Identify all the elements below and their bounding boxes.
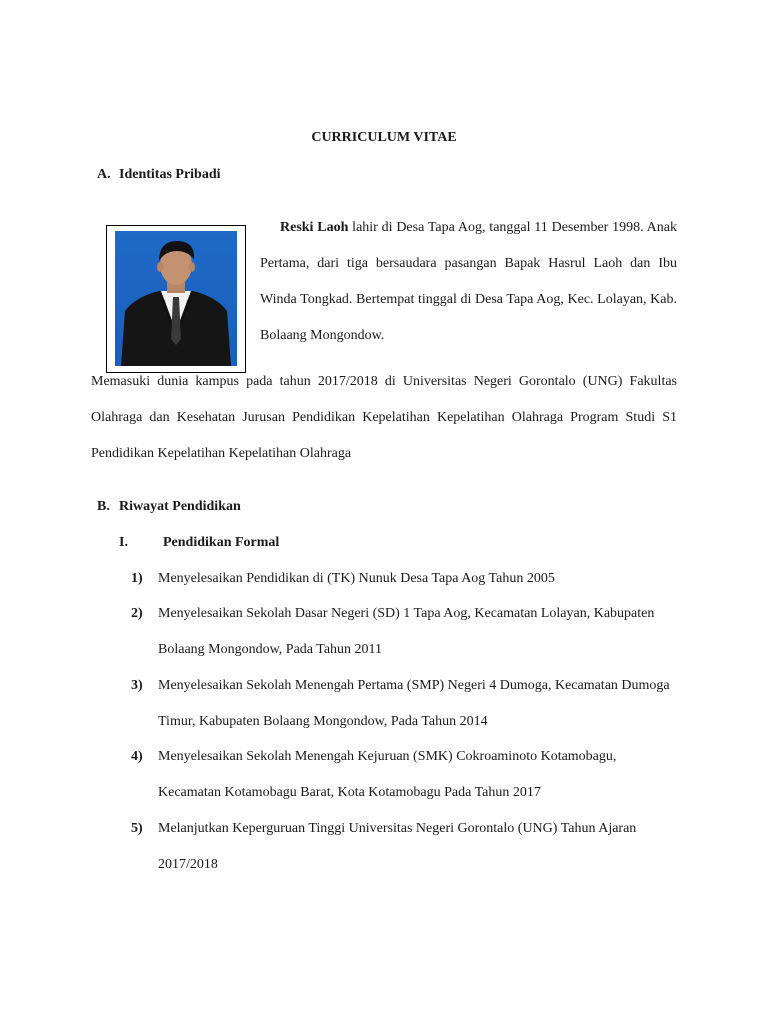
section-b-title: Riwayat Pendidikan — [119, 499, 241, 514]
list-item-text: Menyelesaikan Pendidikan di (TK) Nunuk Desa Tapa Aog Tahun 2005 — [158, 571, 555, 586]
intro-paragraph — [260, 210, 677, 354]
education-item-4 — [131, 739, 677, 811]
profile-photo-frame — [106, 225, 246, 373]
subsection-marker: I. — [119, 535, 128, 550]
list-number: 4) — [131, 749, 143, 764]
intro-text: lahir di Desa Tapa Aog, tanggal 11 Desember 1998. Anak Pertama, dari tiga bersaudara pasangan Bapak Hasrul Laoh dan Ibu Winda Tongkad. Bertempat tinggal di Desa Tapa Aog, Kec. Lolayan, Kab. Bolaang Mongondow. — [260, 220, 677, 343]
document-title: CURRICULUM VITAE — [311, 130, 457, 145]
list-item-text: Menyelesaikan Sekolah Menengah Pertama (SMP) Negeri 4 Dumoga, Kecamatan Dumoga Timur, Kabupaten Bolaang Mongondow, Pada Tahun 2014 — [158, 678, 670, 729]
list-number: 3) — [131, 678, 143, 693]
list-item-text: Menyelesaikan Sekolah Menengah Kejuruan (SMK) Cokroaminoto Kotamobagu, Kecamatan Kotamobagu Barat, Kota Kotamobagu Pada Tahun 2017 — [158, 749, 617, 800]
section-a-heading — [97, 167, 221, 183]
campus-paragraph: Memasuki dunia kampus pada tahun 2017/2018 di Universitas Negeri Gorontalo (UNG) Fakultas Olahraga dan Kesehatan Jurusan Pendidikan Kepelatihan Kepelatihan Olahraga Program Studi S1 Pendidikan Kepelatihan Kepelatihan Olahraga — [91, 374, 677, 461]
list-item-text: Melanjutkan Keperguruan Tinggi Universitas Negeri Gorontalo (UNG) Tahun Ajaran 2017/2018 — [158, 821, 637, 872]
education-item-5 — [131, 811, 677, 883]
portrait-illustration — [115, 231, 237, 366]
section-b-heading — [97, 499, 241, 515]
subsection-heading — [119, 535, 279, 551]
section-a-marker: A. — [97, 167, 111, 182]
list-number: 5) — [131, 821, 143, 836]
list-number: 1) — [131, 571, 143, 586]
subsection-title: Pendidikan Formal — [163, 535, 280, 550]
section-b-marker: B. — [97, 499, 110, 514]
person-name: Reski Laoh — [280, 220, 349, 235]
section-a-title: Identitas Pribadi — [119, 167, 221, 182]
list-item-text: Menyelesaikan Sekolah Dasar Negeri (SD) 1 Tapa Aog, Kecamatan Lolayan, Kabupaten Bolaang Mongondow, Pada Tahun 2011 — [158, 606, 655, 657]
education-item-3 — [131, 668, 677, 740]
profile-photo — [115, 231, 237, 366]
education-item-1 — [131, 561, 677, 597]
list-number: 2) — [131, 606, 143, 621]
education-item-2 — [131, 596, 677, 668]
